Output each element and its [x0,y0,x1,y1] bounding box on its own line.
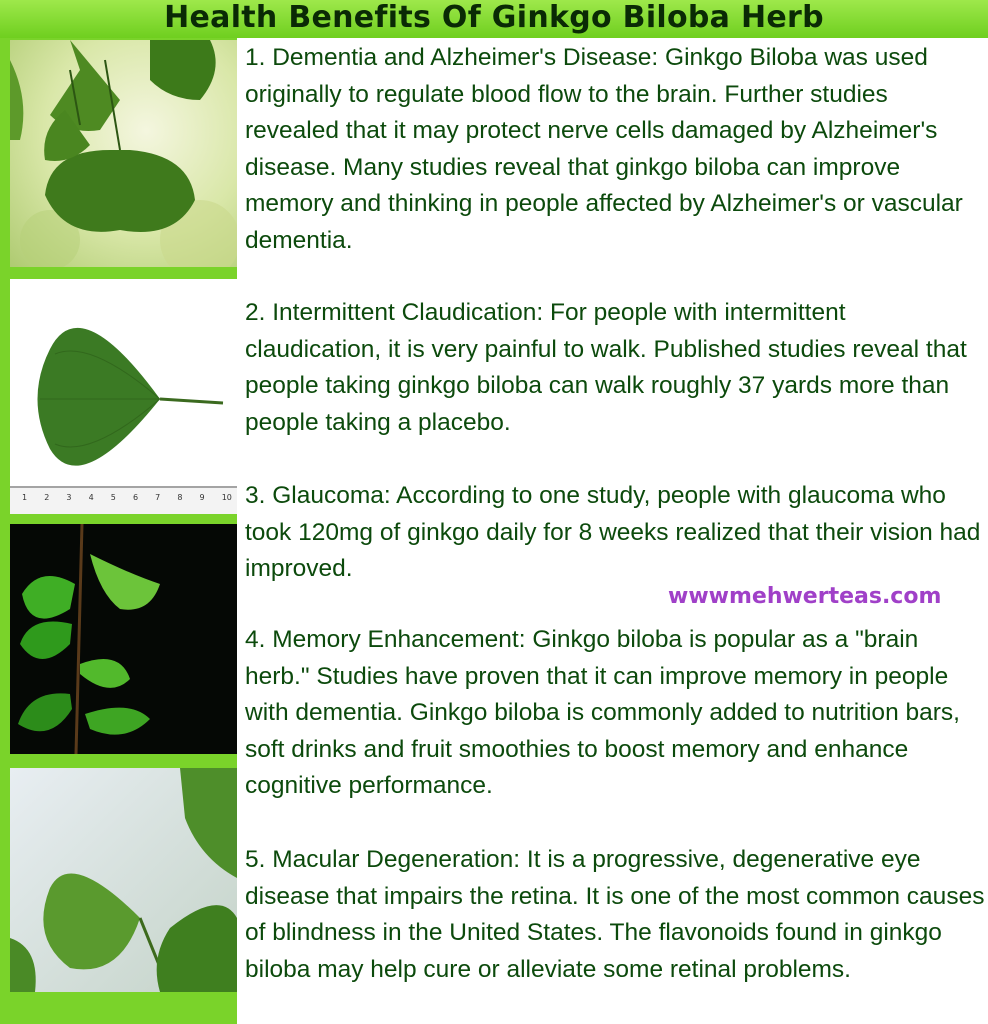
photo-ginkgo-leaves-backlit [10,768,237,992]
ruler-number: 1 [22,493,28,502]
benefit-memory: 4. Memory Enhancement: Ginkgo biloba is popular as a "brain herb." Studies have proven that it can improve memory in people with dementia. Ginkgo biloba is commonly added to nutrition bars, soft drinks and fruit smoothies to boost memory and enhance cognitive performance. [245,626,960,799]
ruler-number: 10 [221,493,232,502]
photo-ginkgo-leaf-ruler [10,279,237,514]
ruler-number: 5 [110,493,116,502]
benefit-glaucoma: 3. Glaucoma: According to one study, people with glaucoma who took 120mg of ginkgo daily for 8 weeks realized that their vision had improved. [245,482,981,582]
ruler-numbers [22,493,232,502]
ruler-number: 6 [132,493,139,502]
ruler-number: 7 [155,493,161,502]
ruler-number: 4 [88,493,94,502]
benefit-dementia: 1. Dementia and Alzheimer's Disease: Ginkgo Biloba was used originally to regulate blood flow to the brain. Further studies revealed that it may protect nerve cells damaged by Alzheimer's disease. Many studies reveal that ginkgo biloba can improve memory and thinking in people affected by Alzheimer's or vascular dementia. [245,44,963,254]
page-title: Health Benefits Of Ginkgo Biloba Herb [164,0,824,35]
benefit-claudication: 2. Intermittent Claudication: For people with intermittent claudication, it is very painful to walk. Published studies reveal that people taking ginkgo biloba can walk roughly 37 yards more than people taking a placebo. [245,299,967,436]
ruler-number: 3 [66,493,72,502]
photo-ginkgo-leaves-dark [10,524,237,754]
ruler-number: 9 [199,493,205,502]
ruler-number: 2 [44,493,50,502]
benefit-macular: 5. Macular Degeneration: It is a progressive, degenerative eye disease that impairs the retina. It is one of the most common causes of blindness in the United States. The flavonoids found in ginkgo biloba may help cure or alleviate some retinal problems. [245,846,985,983]
ruler-number: 8 [177,493,183,502]
watermark-url: wwwmehwerteas.com [668,584,942,609]
photo-ginkgo-leaves-sky [10,40,237,267]
